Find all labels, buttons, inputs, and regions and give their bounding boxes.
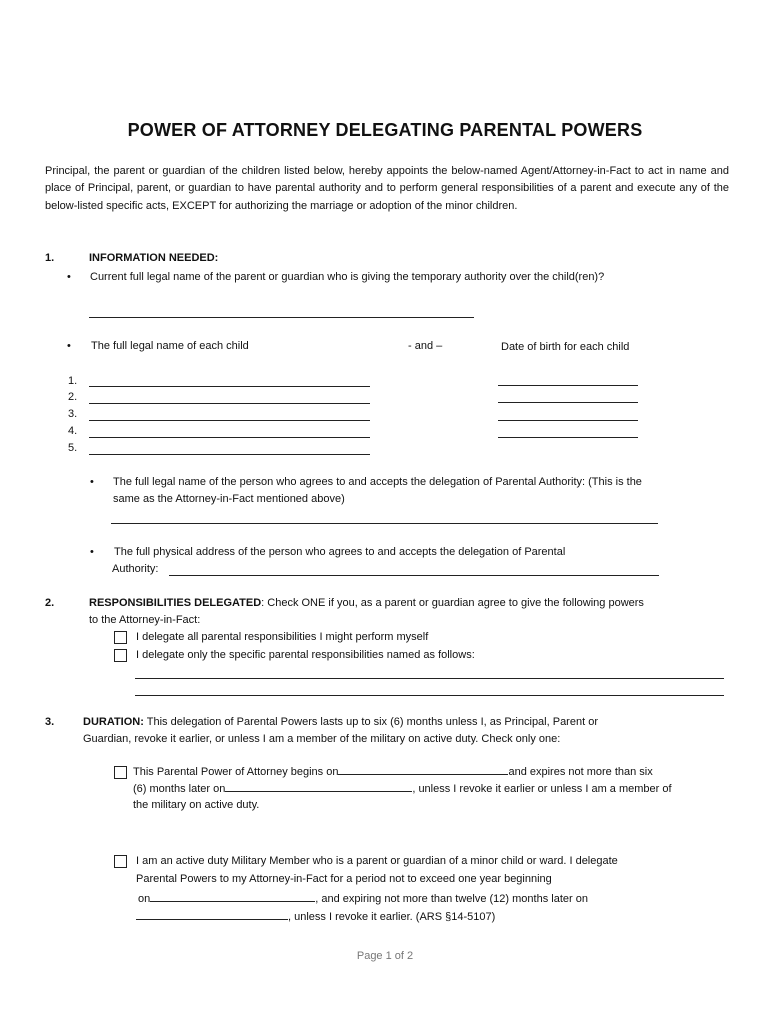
section2-text-line2: to the Attorney-in-Fact: [89, 614, 201, 626]
specific-responsibilities-field-1[interactable] [135, 678, 724, 679]
child-name-field-3[interactable] [89, 420, 370, 421]
duration-standard-checkbox[interactable] [114, 766, 127, 779]
end-date-field[interactable] [225, 780, 412, 792]
military-duration-line2: Parental Powers to my Attorney-in-Fact for a period not to exceed one year beginning [136, 873, 552, 885]
military-duration-checkbox[interactable] [114, 855, 127, 868]
page-number: Page 1 of 2 [356, 950, 414, 962]
duration-standard-line3: the military on active duty. [133, 799, 260, 811]
child-dob-field-3[interactable] [498, 420, 638, 421]
child-name-field-2[interactable] [89, 403, 370, 404]
child-number-5: 5. [68, 442, 78, 454]
child-number-2: 2. [68, 391, 78, 403]
child-dob-field-2[interactable] [498, 402, 638, 403]
children-name-label: The full legal name of each child [91, 340, 249, 352]
delegate-specific-checkbox[interactable] [114, 649, 127, 662]
military-duration-line1: I am an active duty Military Member who is a parent or guardian of a minor child or ward. I delegate [136, 855, 618, 867]
document-title: POWER OF ATTORNEY DELEGATING PARENTAL POWERS [127, 120, 643, 140]
intro-paragraph: Principal, the parent or guardian of the children listed below, hereby appoints the below-named Agent/Attorney-in-Fact to act in name and place of Principal, parent, or guardian to have parental authority and to perform general responsibilities of a parent and execute any of the below-listed specific acts, EXCEPT for authorizing the marriage or adoption of the minor children. [45, 165, 729, 212]
section1-heading: INFORMATION NEEDED: [89, 252, 219, 264]
specific-responsibilities-field-2[interactable] [135, 695, 724, 696]
child-dob-field-4[interactable] [498, 437, 638, 438]
duration-standard-line1: This Parental Power of Attorney begins on and expires not more than six [133, 763, 653, 781]
agent-name-question-line1: The full legal name of the person who agrees to and accepts the delegation of Parental Authority: (This is the [113, 476, 642, 488]
child-name-field-4[interactable] [89, 437, 370, 438]
child-name-field-5[interactable] [89, 454, 370, 455]
section1-number: 1. [45, 252, 55, 264]
agent-name-question-line2: same as the Attorney-in-Fact mentioned above) [113, 493, 345, 505]
dob-label: Date of birth for each child [501, 341, 630, 353]
section3-text-line2: Guardian, revoke it earlier, or unless I am a member of the military on active duty. Check only one: [83, 733, 561, 745]
military-begin-date-field[interactable] [150, 890, 315, 902]
agent-name-field[interactable] [111, 523, 658, 524]
parent-name-field[interactable] [89, 317, 474, 318]
child-number-4: 4. [68, 425, 78, 437]
bullet-icon: • [90, 546, 94, 558]
agent-address-question-line1: The full physical address of the person who agrees to and accepts the delegation of Parental [114, 546, 566, 558]
duration-standard-line2: (6) months later on , unless I revoke it earlier or unless I am a member of [133, 780, 672, 798]
bullet-icon: • [67, 271, 71, 283]
section3-text-line1: DURATION: This delegation of Parental Powers lasts up to six (6) months unless I, as Principal, Parent or [83, 716, 598, 728]
military-duration-line4: , unless I revoke it earlier. (ARS §14-5107) [136, 908, 495, 926]
child-number-1: 1. [68, 375, 78, 387]
section3-number: 3. [45, 716, 55, 728]
military-end-date-field[interactable] [136, 908, 288, 920]
delegate-all-checkbox[interactable] [114, 631, 127, 644]
child-number-3: 3. [68, 408, 78, 420]
delegate-specific-label: I delegate only the specific parental responsibilities named as follows: [136, 649, 475, 661]
parent-name-question: Current full legal name of the parent or guardian who is giving the temporary authority over the child(ren)? [90, 271, 605, 283]
bullet-icon: • [67, 340, 71, 352]
child-dob-field-1[interactable] [498, 385, 638, 386]
section2-text-line1: RESPONSIBILITIES DELEGATED: Check ONE if you, as a parent or guardian agree to give the following powers [89, 597, 644, 609]
delegate-all-label: I delegate all parental responsibilities I might perform myself [136, 631, 429, 643]
begin-date-field[interactable] [338, 763, 508, 775]
and-label: - and – [408, 340, 443, 352]
agent-address-field[interactable] [169, 575, 659, 576]
section2-number: 2. [45, 597, 55, 609]
child-name-field-1[interactable] [89, 386, 370, 387]
bullet-icon: • [90, 476, 94, 488]
military-duration-line3: on , and expiring not more than twelve (12) months later on [138, 890, 588, 908]
agent-address-label: Authority: [112, 563, 159, 575]
